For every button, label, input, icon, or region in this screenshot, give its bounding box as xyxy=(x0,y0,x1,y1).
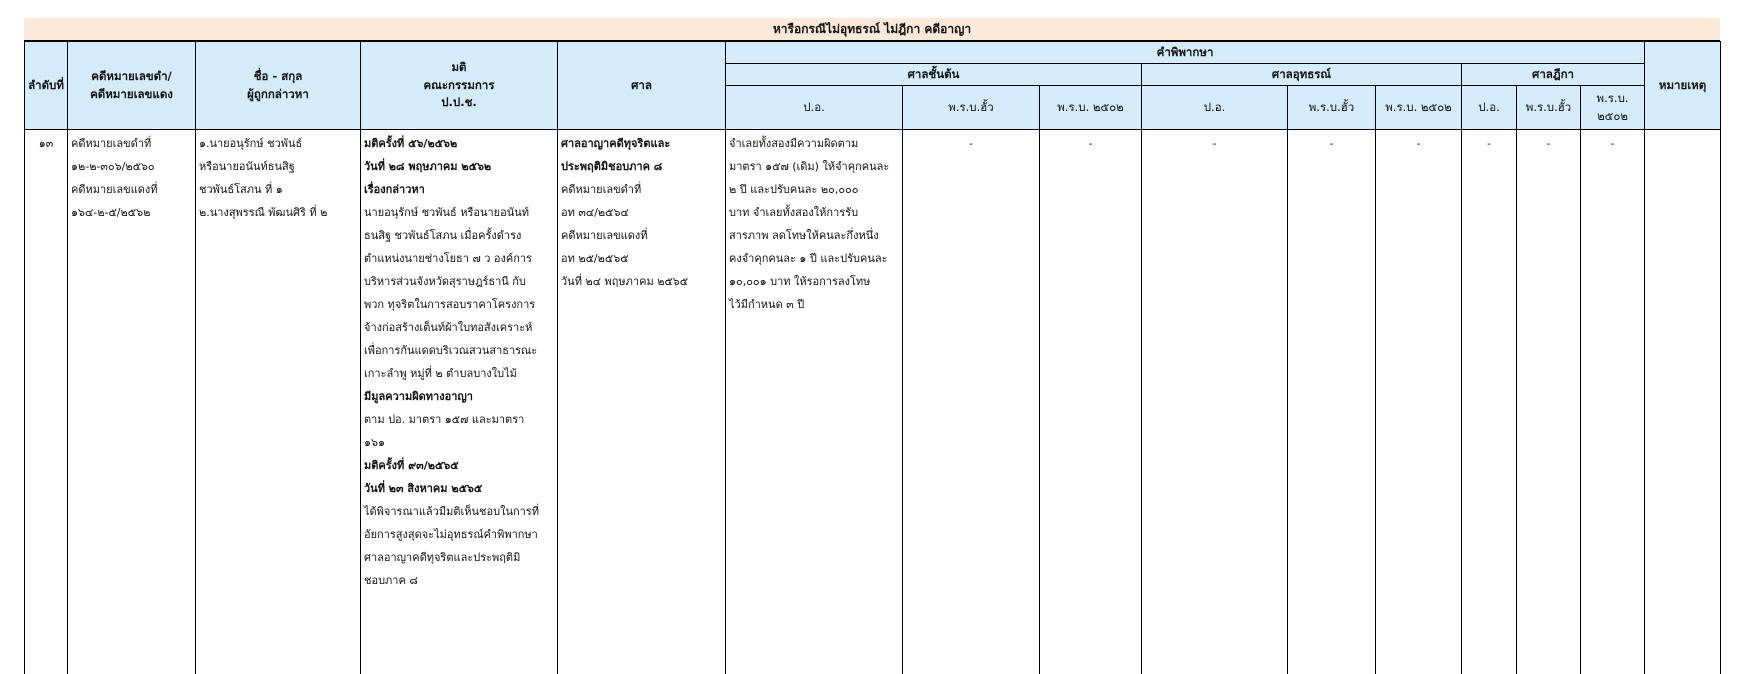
cell-court xyxy=(558,130,726,674)
court-line: อท ๒๕/๒๕๖๕ xyxy=(561,247,722,270)
cell-supreme-po: - xyxy=(1462,130,1517,674)
header-court: ศาล xyxy=(558,42,726,130)
cell-first-prb-hua: - xyxy=(903,130,1040,674)
court-line: คดีหมายเลขดำที่ xyxy=(561,178,722,201)
court-line: อท ๓๔/๒๕๖๔ xyxy=(561,201,722,224)
header-remark: หมายเหตุ xyxy=(1645,42,1721,130)
resolution-line: ๑๖๑ xyxy=(364,431,554,454)
cell-name: ๑.นายอนุรักษ์ ชวพันธ์ หรือนายอนันท์ธนสิฐ ชวพันธ์โสภน ที่ ๑ ๒.นางสุพรรณี พัฒนศิริ ที่ ๒ xyxy=(196,130,361,674)
resolution-line: ธนสิฐ ชวพันธ์โสภน เมื่อครั้งดำรง xyxy=(364,224,554,247)
resolution-line: วันที่ ๒๘ พฤษภาคม ๒๕๖๒ xyxy=(364,155,554,178)
cell-appeal-prb-hua: - xyxy=(1288,130,1376,674)
resolution-line: ตาม ปอ. มาตรา ๑๕๗ และมาตรา xyxy=(364,408,554,431)
header-first-court: ศาลชั้นต้น xyxy=(726,64,1142,86)
header-appeal-po: ป.อ. xyxy=(1142,86,1288,130)
header-supreme-po: ป.อ. xyxy=(1462,86,1517,130)
cell-no: ๑๓ xyxy=(25,130,68,674)
case-sheet xyxy=(24,18,1720,674)
cell-supreme-prb-2502: - xyxy=(1581,130,1645,674)
court-line: ศาลอาญาคดีทุจริตและ xyxy=(561,132,722,155)
resolution-line: ได้พิจารณาแล้วมีมติเห็นชอบในการที่ xyxy=(364,500,554,523)
header-resolution: มติ คณะกรรมการ ป.ป.ช. xyxy=(361,42,558,130)
resolution-line: มติครั้งที่ ๙๓/๒๕๖๕ xyxy=(364,454,554,477)
resolution-line: บริหารส่วนจังหวัดสุราษฎร์ธานี กับ xyxy=(364,270,554,293)
header-name: ชื่อ - สกุล ผู้ถูกกล่าวหา xyxy=(196,42,361,130)
header-verdict: คำพิพากษา xyxy=(726,42,1645,64)
header-first-po: ป.อ. xyxy=(726,86,903,130)
table-row xyxy=(25,130,1721,674)
court-line: คดีหมายเลขแดงที่ xyxy=(561,224,722,247)
resolution-line: นายอนุรักษ์ ชวพันธ์ หรือนายอนันท์ xyxy=(364,201,554,224)
resolution-line: มติครั้งที่ ๕๖/๒๕๖๒ xyxy=(364,132,554,155)
case-table xyxy=(24,41,1721,674)
header-case-no: คดีหมายเลขดำ/ คดีหมายเลขแดง xyxy=(68,42,196,130)
resolution-line: เรื่องกล่าวหา xyxy=(364,178,554,201)
resolution-line: ตำแหน่งนายช่างโยธา ๗ ว องค์การ xyxy=(364,247,554,270)
resolution-line: จ้างก่อสร้างเต็นท์ผ้าใบทอสังเคราะห์ xyxy=(364,316,554,339)
resolution-line: พวก ทุจริตในการสอบราคาโครงการ xyxy=(364,293,554,316)
resolution-line: ชอบภาค ๘ xyxy=(364,569,554,592)
resolution-line: เกาะลำพู หมู่ที่ ๒ ตำบลบางใบไม้ xyxy=(364,362,554,385)
banner-title: หารือกรณีไม่อุทธรณ์ ไม่ฎีกา คดีอาญา xyxy=(24,18,1720,41)
resolution-line: เพื่อการกันแดดบริเวณสวนสาธารณะ xyxy=(364,339,554,362)
cell-supreme-prb-hua: - xyxy=(1517,130,1581,674)
header-supreme-prb-hua: พ.ร.บ.ฮั้ว xyxy=(1517,86,1581,130)
resolution-line: อัยการสูงสุดจะไม่อุทธรณ์คำพิพากษา xyxy=(364,523,554,546)
resolution-line: วันที่ ๒๓ สิงหาคม ๒๕๖๕ xyxy=(364,477,554,500)
header-first-prb-hua: พ.ร.บ.ฮั้ว xyxy=(903,86,1040,130)
cell-first-po: จำเลยทั้งสองมีความผิดตาม มาตรา ๑๕๗ (เดิม) ให้จำคุกคนละ ๒ ปี และปรับคนละ ๒๐,๐๐๐ บาท จำเลยทั้งสองให้การรับ สารภาพ ลดโทษให้คนละกึ่งหนึ่ง คงจำคุกคนละ ๑ ปี และปรับคนละ ๑๐,๐๐๑ บาท ให้รอการลงโทษ ไว้มีกำหนด ๓ ปี xyxy=(726,130,903,674)
cell-appeal-po: - xyxy=(1142,130,1288,674)
cell-resolution xyxy=(361,130,558,674)
resolution-line: ศาลอาญาคดีทุจริตและประพฤติมิ xyxy=(364,546,554,569)
header-appeal-prb-2502: พ.ร.บ. ๒๕๐๒ xyxy=(1376,86,1462,130)
header-appeal-prb-hua: พ.ร.บ.ฮั้ว xyxy=(1288,86,1376,130)
header-supreme-court: ศาลฎีกา xyxy=(1462,64,1645,86)
header-first-prb-2502: พ.ร.บ. ๒๕๐๒ xyxy=(1040,86,1142,130)
header-appeal-court: ศาลอุทธรณ์ xyxy=(1142,64,1462,86)
header-no: ลำดับที่ xyxy=(25,42,68,130)
resolution-line: มีมูลความผิดทางอาญา xyxy=(364,385,554,408)
court-line: ประพฤติมิชอบภาค ๘ xyxy=(561,155,722,178)
header-supreme-prb-2502: พ.ร.บ. ๒๕๐๒ xyxy=(1581,86,1645,130)
cell-first-prb-2502: - xyxy=(1040,130,1142,674)
cell-remark xyxy=(1645,130,1721,674)
court-line: วันที่ ๒๔ พฤษภาคม ๒๕๖๕ xyxy=(561,270,722,293)
cell-case-no: คดีหมายเลขดำที่ ๑๒-๒-๓๐๖/๒๕๖๐ คดีหมายเลขแดงที่ ๑๖๔-๒-๕/๒๕๖๒ xyxy=(68,130,196,674)
cell-appeal-prb-2502: - xyxy=(1376,130,1462,674)
